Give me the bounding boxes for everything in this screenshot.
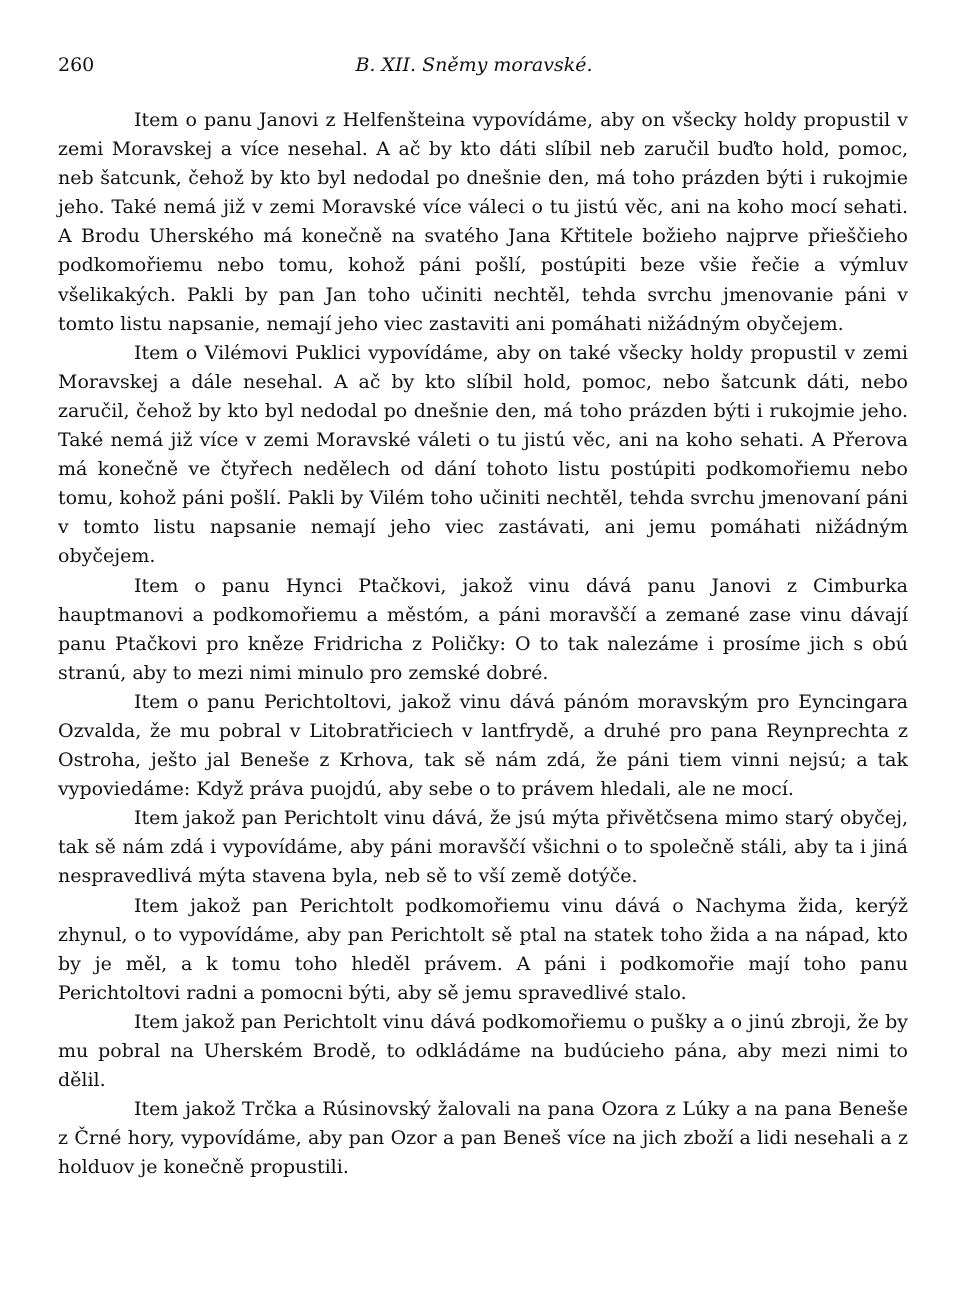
paragraph: Item jakož pan Perichtolt vinu dává, že jsú mýta přivětčsena mimo starý obyčej, tak sě nám zdá i vypovídáme, aby páni moravščí všichni o to společně stáli, aby ta i jiná nespravedlivá mýta stavena byla, neb sě to vší země dotýče. — [58, 807, 908, 888]
paragraph: Item o Vilémovi Puklici vypovídáme, aby on také všecky holdy propustil v zemi Moravskej a dále nesehal. A ač by kto slíbil hold, pomoc, nebo šatcunk dáti, nebo zaručil, čehož by kto byl nedodal po dnešnie den, má toho prázden býti i rukojmie jeho. Také nemá již více v zemi Moravské váleti o tu jistú věc, ani na koho sehati. A Přerova má konečně ve čtyřech nedělech od dání tohoto listu postúpiti podkomořiemu nebo tomu, kohož páni pošlí. Pakli by Vilém toho učiniti nechtěl, tehda svrchu jmenovaní páni v tomto listu napsanie nemají jeho viec zastávati, ani jemu pomáhati nižádným obyčejem. — [58, 341, 908, 568]
paragraph: Item jakož Trčka a Rúsinovský žalovali na pana Ozora z Lúky a na pana Beneše z Črné hory, vypovídáme, aby pan Ozor a pan Beneš více na jich zboží a lidi nesehali a z holduov je konečně propustili. — [58, 1098, 908, 1179]
paragraph: Item jakož pan Perichtolt podkomořiemu vinu dává o Nachyma žida, kerýž zhynul, o to vypovídáme, aby pan Perichtolt sě ptal na statek toho žida a na nápad, kto by je měl, a k tomu toho hleděl právem. A páni i podkomořie mají toho panu Perichtoltovi radni a pomocni býti, aby sě jemu spravedlivé stalo. — [58, 894, 908, 1004]
paragraph: Item o panu Hynci Ptačkovi, jakož vinu dává panu Janovi z Cimburka hauptmanovi a podkomořiemu a městóm, a páni moravščí a zemané zase vinu dávají panu Ptačkovi pro kněze Fridricha z Poličky: O to tak nalezáme i prosíme jich s obú stranú, aby to mezi nimi minulo pro zemské dobré. — [58, 574, 908, 684]
paragraph: Item jakož pan Perichtolt vinu dává podkomořiemu o pušky a o jinú zbroji, že by mu pobral na Uherském Brodě, to odkládáme na budúcieho pána, aby mezi nimi to dělil. — [58, 1010, 908, 1092]
paragraph: Item o panu Janovi z Helfenšteina vypovídáme, aby on všecky holdy propustil v zemi Moravskej a více nesehal. A ač by kto dáti slíbil neb zaručil buďto hold, pomoc, neb šatcunk, čehož by kto byl nedodal po dnešnie den, má toho prázden býti i rukojmie jeho. Také nemá již v zemi Moravské více váleci o tu jistú věc, ani na koho mocí sehati. A Brodu Uherského má konečně na svatého Jana Křtitele božieho najprve přieščieho podkomořiemu nebo tomu, kohož páni pošlí, postúpiti beze všie řečie a výmluv všelikakých. Pakli by pan Jan toho učiniti nechtěl, tehda svrchu jmenovanie páni v tomto listu napsanie, nemají jeho viec zastaviti ani pomáhati nižádným obyčejem. — [58, 109, 908, 335]
running-head — [58, 54, 910, 84]
running-title: B. XII. Sněmy moravské. — [355, 54, 593, 76]
paragraph: Item o panu Perichtoltovi, jakož vinu dává pánóm moravským pro Eyncingara Ozvalda, že mu pobral v Litobratřiciech v lantfrydě, a druhé pro pana Reynprechta z Ostroha, ješto jal Beneše z Krhova, tak sě nám zdá, že páni tiem vinni nejsú; a tak vypoviedáme: Když práva puojdú, aby sebe o to právem hledali, ale ne mocí. — [58, 690, 908, 801]
body-text — [58, 106, 908, 1182]
page-number: 260 — [58, 54, 95, 76]
